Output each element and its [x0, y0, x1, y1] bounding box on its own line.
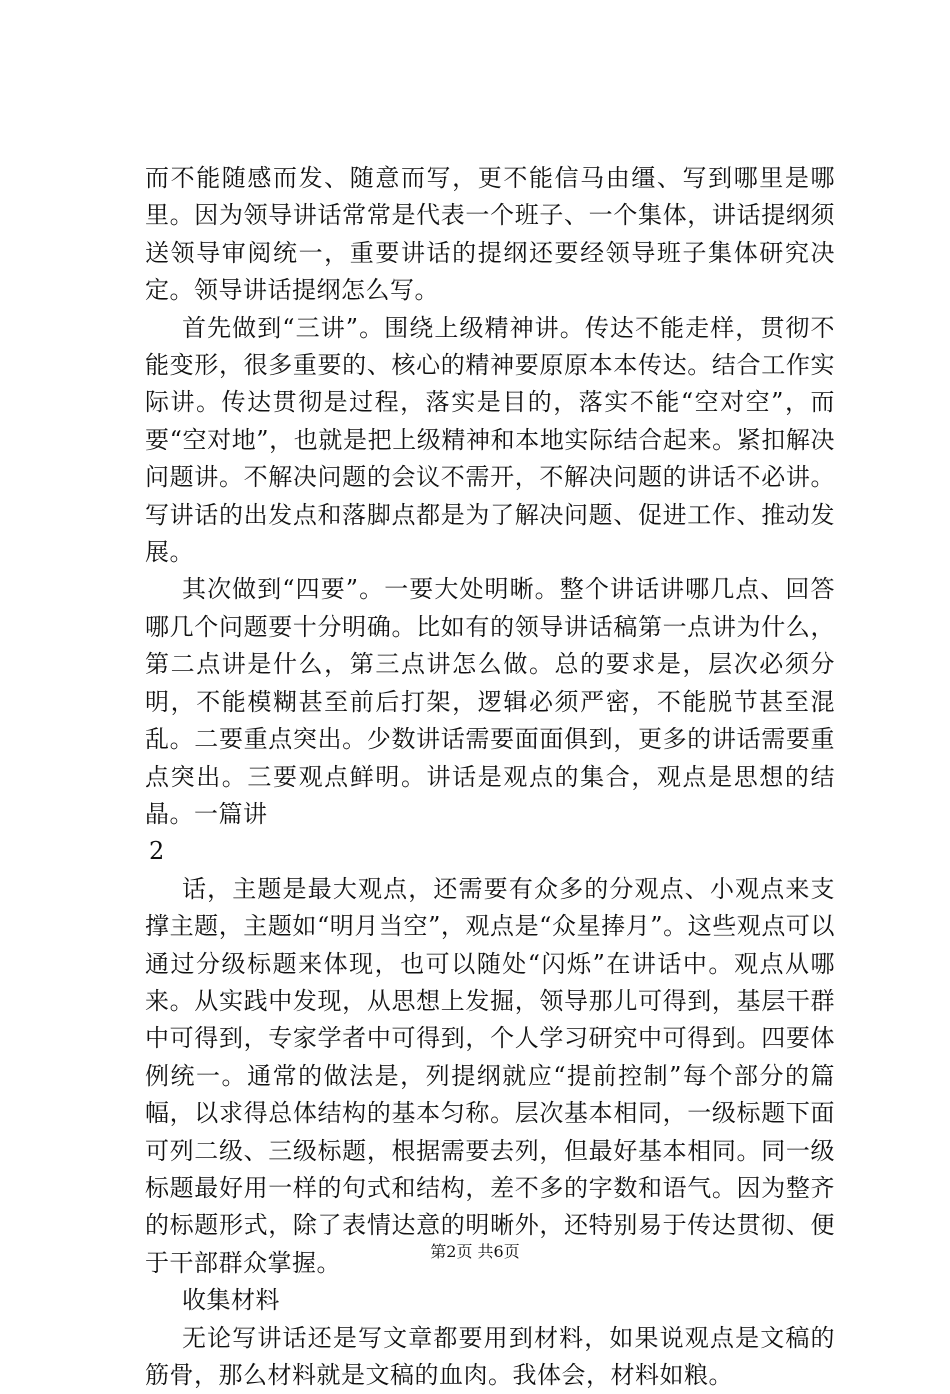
paragraph-2: 首先做到“三讲”。围绕上级精神讲。传达不能走样，贯彻不能变形，很多重要的、核心的精神要原原本本传达。结合工作实际讲。传达贯彻是过程，落实是目的，落实不能“空对空”，而要“空对地”，也就是把上级精神和本地实际结合起来。紧扣解决问题讲。不解决问题的会议不需开，不解决问题的讲话不必讲。写讲话的出发点和落脚点都是为了解决问题、促进工作、推动发展。 [145, 313, 835, 567]
document-body [145, 160, 835, 1394]
section-heading-collect-materials: 收集材料 [182, 1286, 280, 1315]
inline-page-number: 2 [149, 837, 165, 866]
paragraph-3: 其次做到“四要”。一要大处明晰。整个讲话讲哪几点、回答哪几个问题要十分明确。比如有的领导讲话稿第一点讲为什么，第二点讲是什么，第三点讲怎么做。总的要求是，层次必须分明，不能模糊甚至前后打架，逻辑必须严密，不能脱节甚至混乱。二要重点突出。少数讲话需要面面俱到，更多的讲话需要重点突出。三要观点鲜明。讲话是观点的集合，观点是思想的结晶。一篇讲 [145, 575, 835, 828]
paragraph-4: 话，主题是最大观点，还需要有众多的分观点、小观点来支撑主题，主题如“明月当空”，观点是“众星捧月”。这些观点可以通过分级标题来体现，也可以随处“闪烁”在讲话中。观点从哪来。从实践中发现，从思想上发掘，领导那儿可得到，基层干群中可得到，专家学者中可得到，个人学习研究中可得到。四要体例统一。通常的做法是，列提纲就应“提前控制”每个部分的篇幅，以求得总体结构的基本匀称。层次基本相同，一级标题下面可列二级、三级标题，根据需要去列，但最好基本相同。同一级标题最好用一样的句式和结构，差不多的字数和语气。因为整齐的标题形式，除了表情达意的明晰外，还特别易于传达贯彻、便于干部群众掌握。 [145, 874, 835, 1277]
paragraph-1: 而不能随感而发、随意而写，更不能信马由缰、写到哪里是哪里。因为领导讲话常常是代表一个班子、一个集体，讲话提纲须送领导审阅统一，重要讲话的提纲还要经领导班子集体研究决定。领导讲话提纲怎么写。 [145, 164, 835, 305]
page-footer: 第2页 共6页 [430, 1242, 520, 1261]
paragraph-5: 无论写讲话还是写文章都要用到材料，如果说观点是文稿的筋骨，那么材料就是文稿的血肉。我体会，材料如粮。 [145, 1323, 835, 1389]
